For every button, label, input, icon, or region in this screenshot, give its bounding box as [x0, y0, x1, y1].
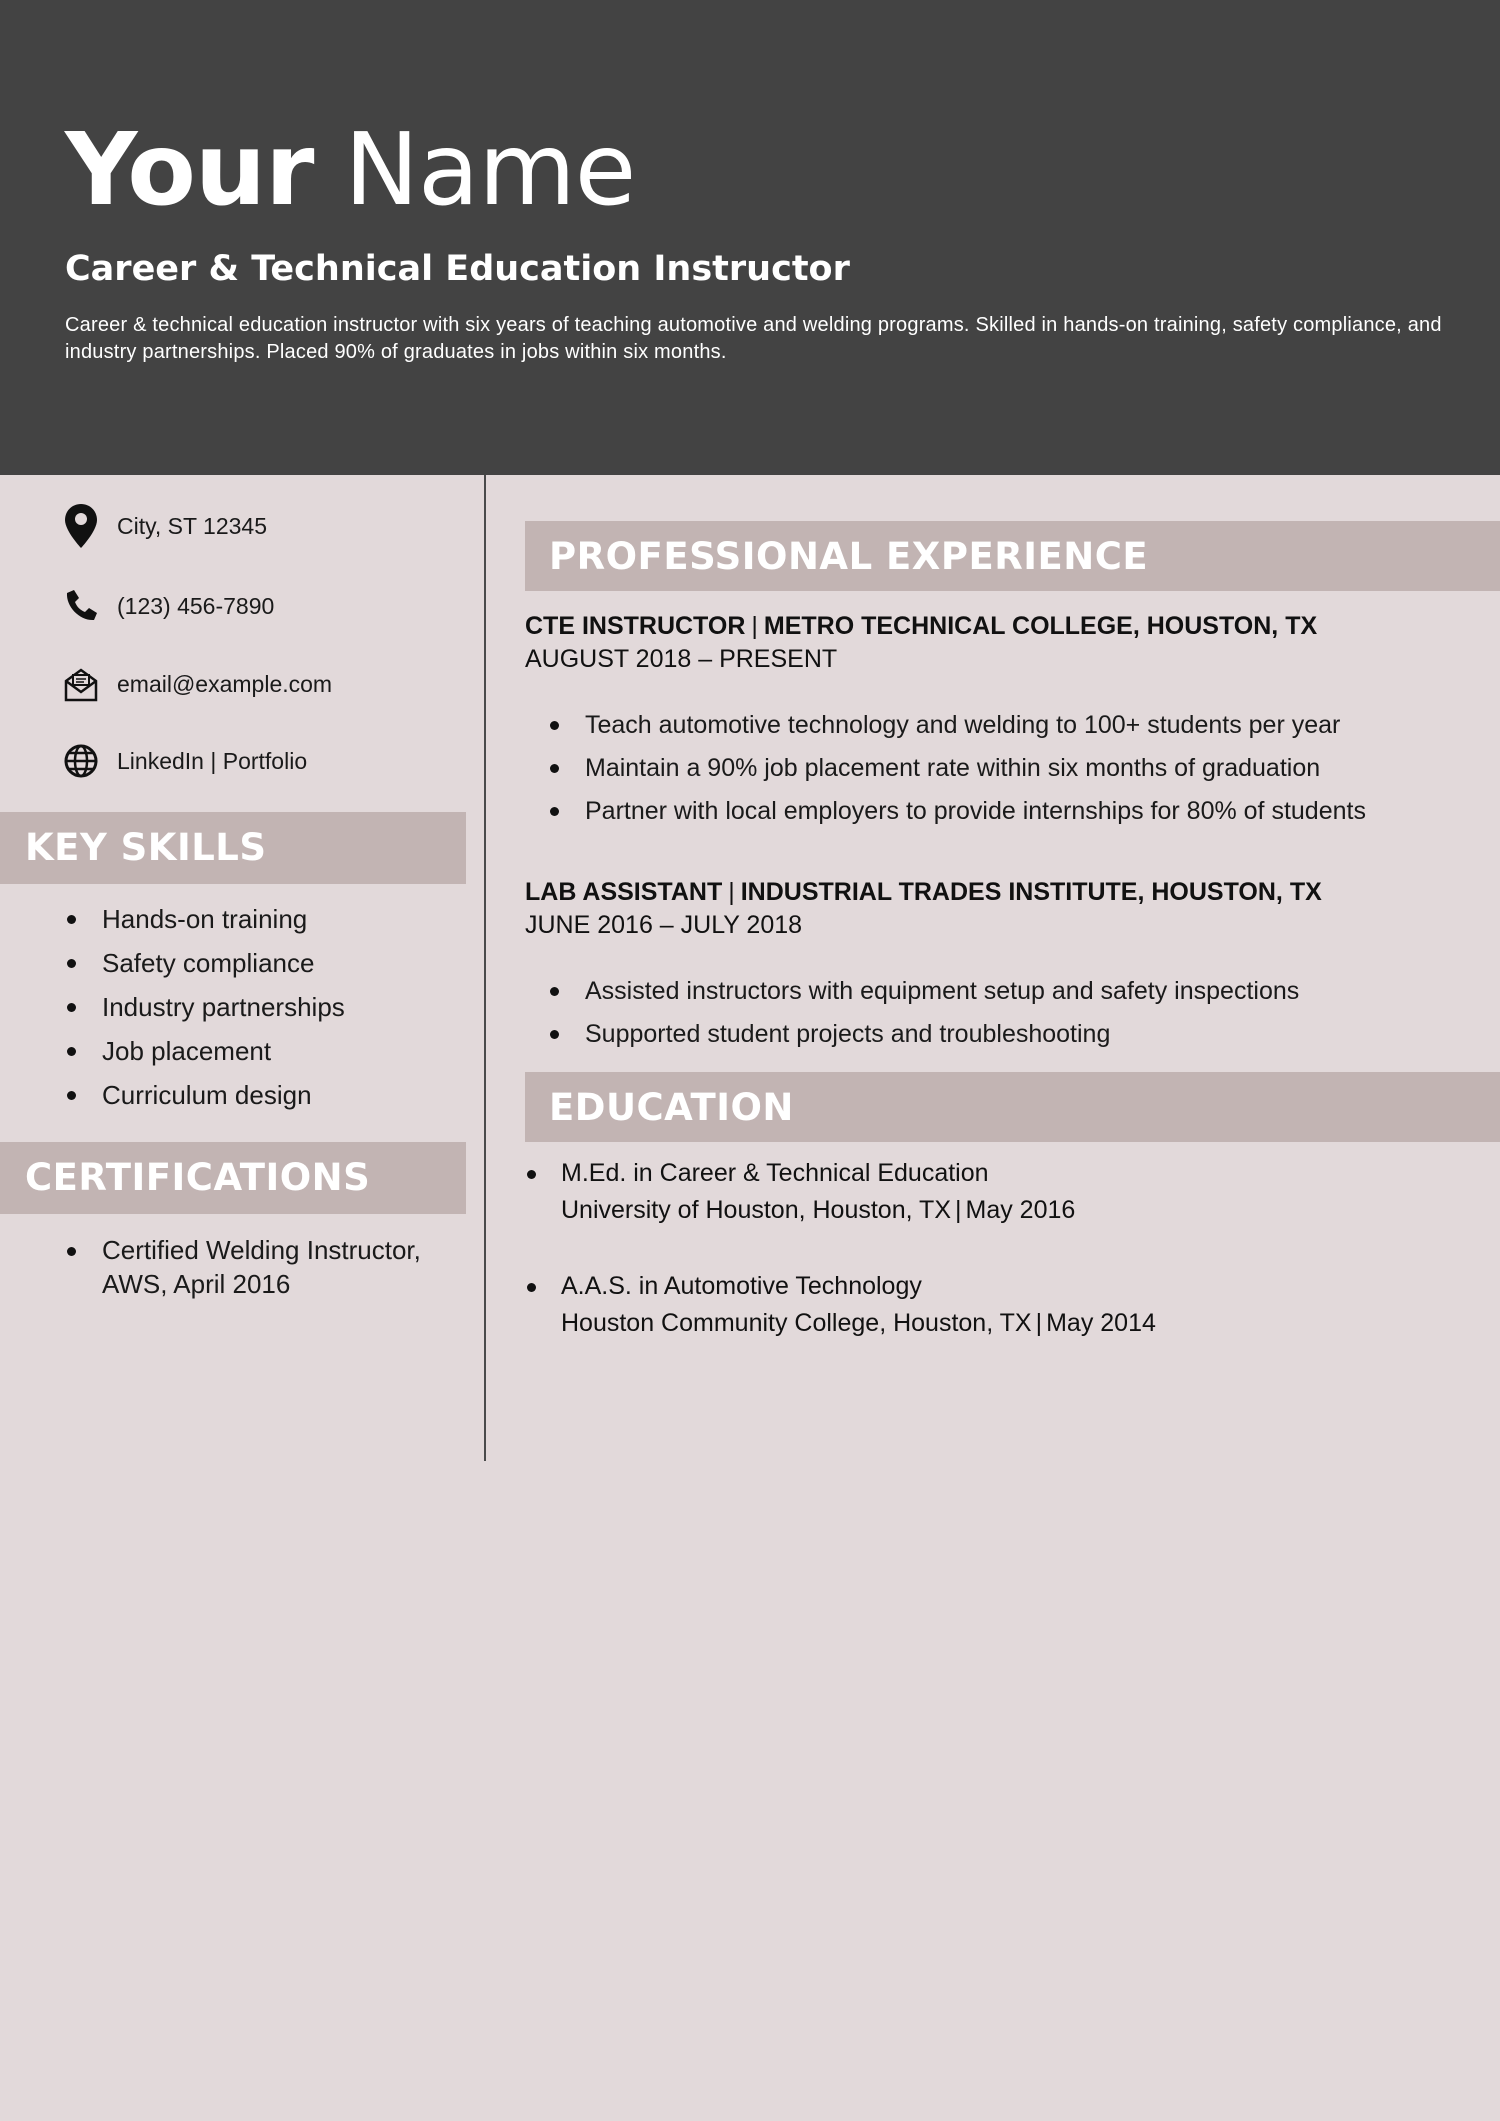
- linkedin-link[interactable]: LinkedIn: [117, 747, 204, 774]
- email-text[interactable]: email@example.com: [117, 670, 333, 697]
- list-item: Job placement: [63, 1029, 345, 1073]
- job-dates-2: JUNE 2016 – JULY 2018: [525, 911, 803, 939]
- first-name: Your: [65, 111, 314, 228]
- education-band: [525, 1072, 1500, 1142]
- education-item-1: [525, 1155, 1075, 1229]
- job-title-2: [525, 878, 1322, 907]
- list-item: Maintain a 90% job placement rate within six months of graduation: [525, 747, 1366, 790]
- job-dates-1: AUGUST 2018 – PRESENT: [525, 645, 838, 673]
- title-separator: |: [751, 612, 758, 640]
- list-item: Supported student projects and troubleshooting: [525, 1013, 1299, 1056]
- experience-heading: PROFESSIONAL EXPERIENCE: [549, 535, 1149, 578]
- school-line: [561, 1305, 1156, 1342]
- certifications-heading: CERTIFICATIONS: [25, 1156, 371, 1199]
- list-item: Safety compliance: [63, 941, 345, 985]
- link-separator: |: [210, 747, 217, 774]
- column-divider: [484, 475, 486, 1461]
- contact-links: [63, 737, 307, 785]
- location-pin-icon: [63, 502, 99, 550]
- school: University of Houston, Houston, TX: [561, 1196, 951, 1224]
- resume-header: [0, 0, 1500, 475]
- portfolio-link[interactable]: Portfolio: [222, 747, 308, 774]
- list-item: Partner with local employers to provide internships for 80% of students: [525, 790, 1366, 833]
- job-bullets-2: [525, 970, 1299, 1056]
- phone-icon: [63, 582, 99, 630]
- list-item: Hands-on training: [63, 897, 345, 941]
- certifications-list: [63, 1233, 443, 1301]
- links-text: [117, 748, 307, 775]
- list-item: Certified Welding Instructor, AWS, April 2016: [63, 1233, 443, 1301]
- education-item-2: [525, 1268, 1156, 1342]
- school: Houston Community College, Houston, TX: [561, 1309, 1032, 1337]
- job-role: LAB ASSISTANT: [525, 878, 723, 906]
- experience-band: [525, 521, 1500, 591]
- school-separator: |: [955, 1196, 962, 1224]
- education-heading: EDUCATION: [549, 1086, 794, 1129]
- school-line: [561, 1192, 1075, 1229]
- job-role: CTE INSTRUCTOR: [525, 612, 746, 640]
- contact-email: [63, 660, 332, 708]
- envelope-icon: [63, 660, 99, 708]
- graduation-date: May 2016: [965, 1196, 1076, 1224]
- list-item: Industry partnerships: [63, 985, 345, 1029]
- graduation-date: May 2014: [1046, 1309, 1156, 1337]
- key-skills-list: [63, 897, 345, 1117]
- job-title-1: [525, 612, 1317, 641]
- school-separator: |: [1035, 1309, 1043, 1337]
- contact-location: [63, 502, 267, 550]
- last-name: Name: [344, 111, 636, 228]
- job-employer: INDUSTRIAL TRADES INSTITUTE, HOUSTON, TX: [740, 878, 1322, 906]
- job-employer: METRO TECHNICAL COLLEGE, HOUSTON, TX: [763, 612, 1318, 640]
- list-item: Teach automotive technology and welding to 100+ students per year: [525, 704, 1366, 747]
- list-item: Assisted instructors with equipment setup and safety inspections: [525, 970, 1299, 1013]
- location-text: City, ST 12345: [117, 512, 268, 539]
- title-separator: |: [728, 878, 735, 906]
- degree: A.A.S. in Automotive Technology: [561, 1272, 922, 1300]
- globe-icon: [63, 737, 99, 785]
- candidate-name: [65, 108, 635, 232]
- key-skills-band: [0, 812, 466, 884]
- professional-summary: Career & technical education instructor with six years of teaching automotive and welding programs. Skilled in hands-on training, safety compliance, and industry partnerships. Placed 90% of graduates in jobs within six months.: [65, 314, 1442, 363]
- certifications-band: [0, 1142, 466, 1214]
- degree: M.Ed. in Career & Technical Education: [561, 1159, 989, 1187]
- contact-phone: [63, 582, 274, 630]
- job-title-headline: Career & Technical Education Instructor: [65, 249, 850, 289]
- job-bullets-1: [525, 704, 1366, 833]
- phone-text: (123) 456-7890: [117, 592, 275, 619]
- list-item: Curriculum design: [63, 1073, 345, 1117]
- key-skills-heading: KEY SKILLS: [25, 826, 267, 869]
